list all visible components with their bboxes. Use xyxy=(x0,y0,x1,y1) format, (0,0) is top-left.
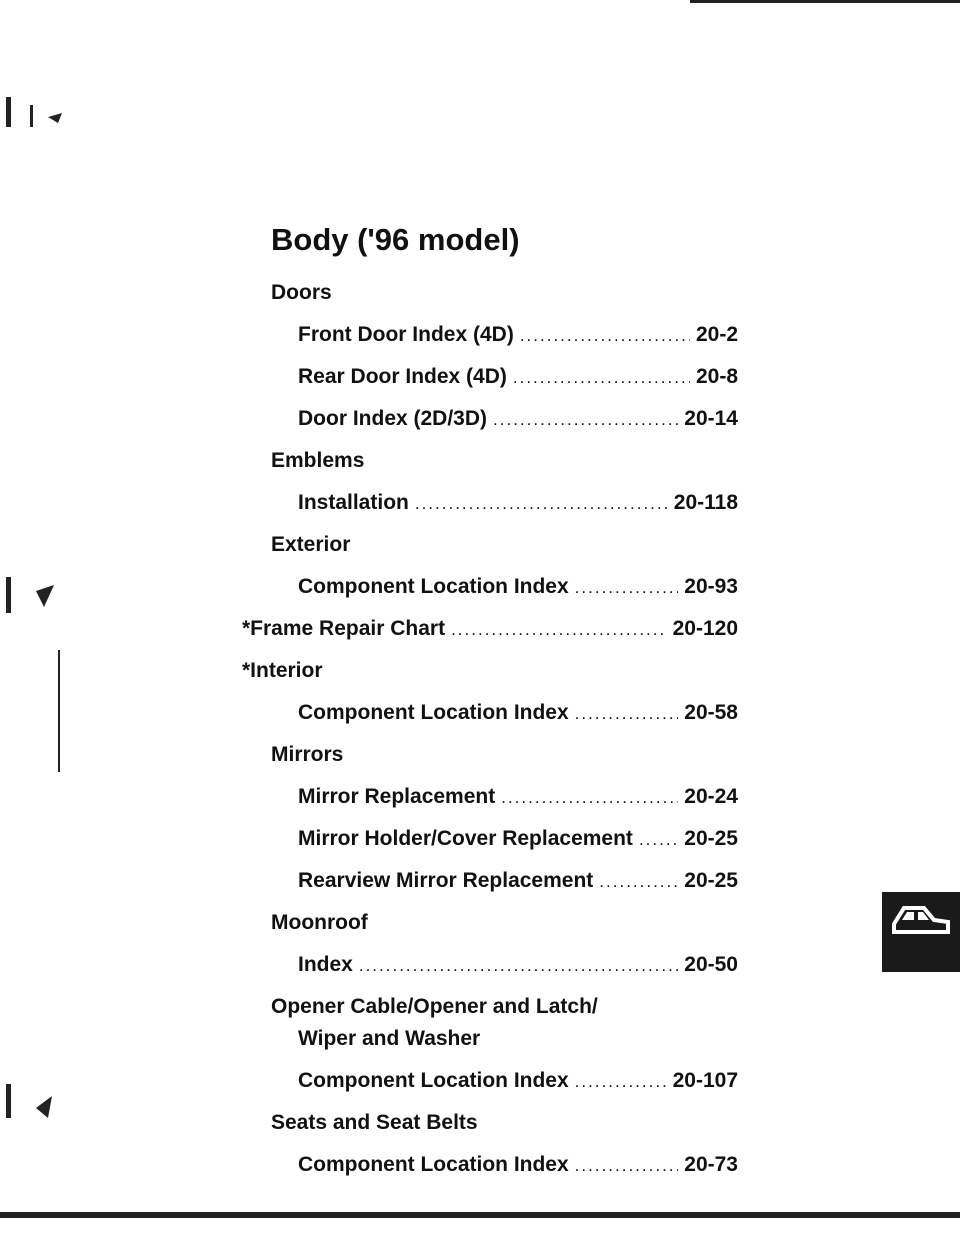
toc-moonroof-index[interactable] xyxy=(298,953,738,977)
dot-leader xyxy=(575,704,679,724)
toc-label: Rearview Mirror Replacement xyxy=(298,869,594,892)
heading-opener-cable: Opener Cable/Opener and Latch/ xyxy=(271,995,598,1018)
dot-leader xyxy=(513,368,690,388)
toc-page: 20-93 xyxy=(684,575,738,598)
toc-label: Component Location Index xyxy=(298,1069,569,1092)
toc-label: Door Index (2D/3D) xyxy=(298,407,488,430)
dot-leader xyxy=(575,1072,667,1092)
scan-mark-top-left xyxy=(0,95,120,155)
toc-page: 20-25 xyxy=(684,869,738,892)
toc-rear-door-index[interactable] xyxy=(298,365,738,389)
toc-page: 20-25 xyxy=(684,827,738,850)
toc-opener-index[interactable] xyxy=(298,1069,738,1093)
car-hatchback-icon xyxy=(890,900,952,940)
toc-label: Front Door Index (4D) xyxy=(298,323,514,346)
toc-emblem-installation[interactable] xyxy=(298,491,738,515)
dot-leader xyxy=(415,494,668,514)
toc-page: 20-2 xyxy=(695,323,738,346)
heading-doors: Doors xyxy=(271,281,332,304)
toc-label: Rear Door Index (4D) xyxy=(298,365,507,388)
heading-interior: *Interior xyxy=(242,659,323,682)
toc-page: 20-120 xyxy=(672,617,738,640)
toc-page: 20-73 xyxy=(684,1153,738,1176)
toc-label: Index xyxy=(298,953,353,976)
dot-leader xyxy=(575,1156,679,1176)
toc-label: Mirror Holder/Cover Replacement xyxy=(298,827,633,850)
dot-leader xyxy=(493,410,678,430)
heading-exterior: Exterior xyxy=(271,533,351,556)
toc-door-index[interactable] xyxy=(298,407,738,431)
toc-page: 20-8 xyxy=(695,365,738,388)
toc-page: 20-118 xyxy=(673,491,738,514)
heading-emblems: Emblems xyxy=(271,449,365,472)
toc-mirror-holder-replacement[interactable] xyxy=(298,827,738,851)
toc-page: 20-14 xyxy=(684,407,738,430)
top-scan-line xyxy=(690,0,960,3)
dot-leader xyxy=(520,326,690,346)
toc-page: 20-50 xyxy=(684,953,738,976)
toc-front-door-index[interactable] xyxy=(298,323,738,347)
toc-label: Component Location Index xyxy=(298,575,569,598)
toc-page: 20-58 xyxy=(684,701,738,724)
heading-mirrors: Mirrors xyxy=(271,743,344,766)
section-tab-body[interactable] xyxy=(882,892,960,972)
toc-seats-index[interactable] xyxy=(298,1153,738,1177)
toc-interior-index[interactable] xyxy=(298,701,738,725)
dot-leader xyxy=(359,956,678,976)
scan-mark-mid-left xyxy=(0,575,80,635)
toc-label: *Frame Repair Chart xyxy=(242,617,446,640)
heading-wiper-washer: Wiper and Washer xyxy=(298,1027,481,1050)
toc-label: Component Location Index xyxy=(298,1153,569,1176)
toc-frame-repair-chart[interactable] xyxy=(242,617,738,641)
scan-mark-bottom-left xyxy=(0,1082,80,1132)
toc-label: Component Location Index xyxy=(298,701,569,724)
page-title: Body ('96 model) xyxy=(271,222,520,257)
bottom-scan-line xyxy=(0,1212,960,1218)
heading-moonroof: Moonroof xyxy=(271,911,368,934)
toc-exterior-index[interactable] xyxy=(298,575,738,599)
toc-mirror-replacement[interactable] xyxy=(298,785,738,809)
toc-rearview-mirror-replacement[interactable] xyxy=(298,869,738,893)
toc-page: 20-24 xyxy=(684,785,738,808)
dot-leader xyxy=(501,788,678,808)
scan-mark-margin-line xyxy=(55,650,65,780)
heading-seats: Seats and Seat Belts xyxy=(271,1111,478,1134)
dot-leader xyxy=(451,620,667,640)
toc-label: Installation xyxy=(298,491,409,514)
dot-leader xyxy=(575,578,679,598)
toc-page: 20-107 xyxy=(672,1069,738,1092)
dot-leader xyxy=(599,872,678,892)
toc-label: Mirror Replacement xyxy=(298,785,496,808)
dot-leader xyxy=(639,830,678,850)
